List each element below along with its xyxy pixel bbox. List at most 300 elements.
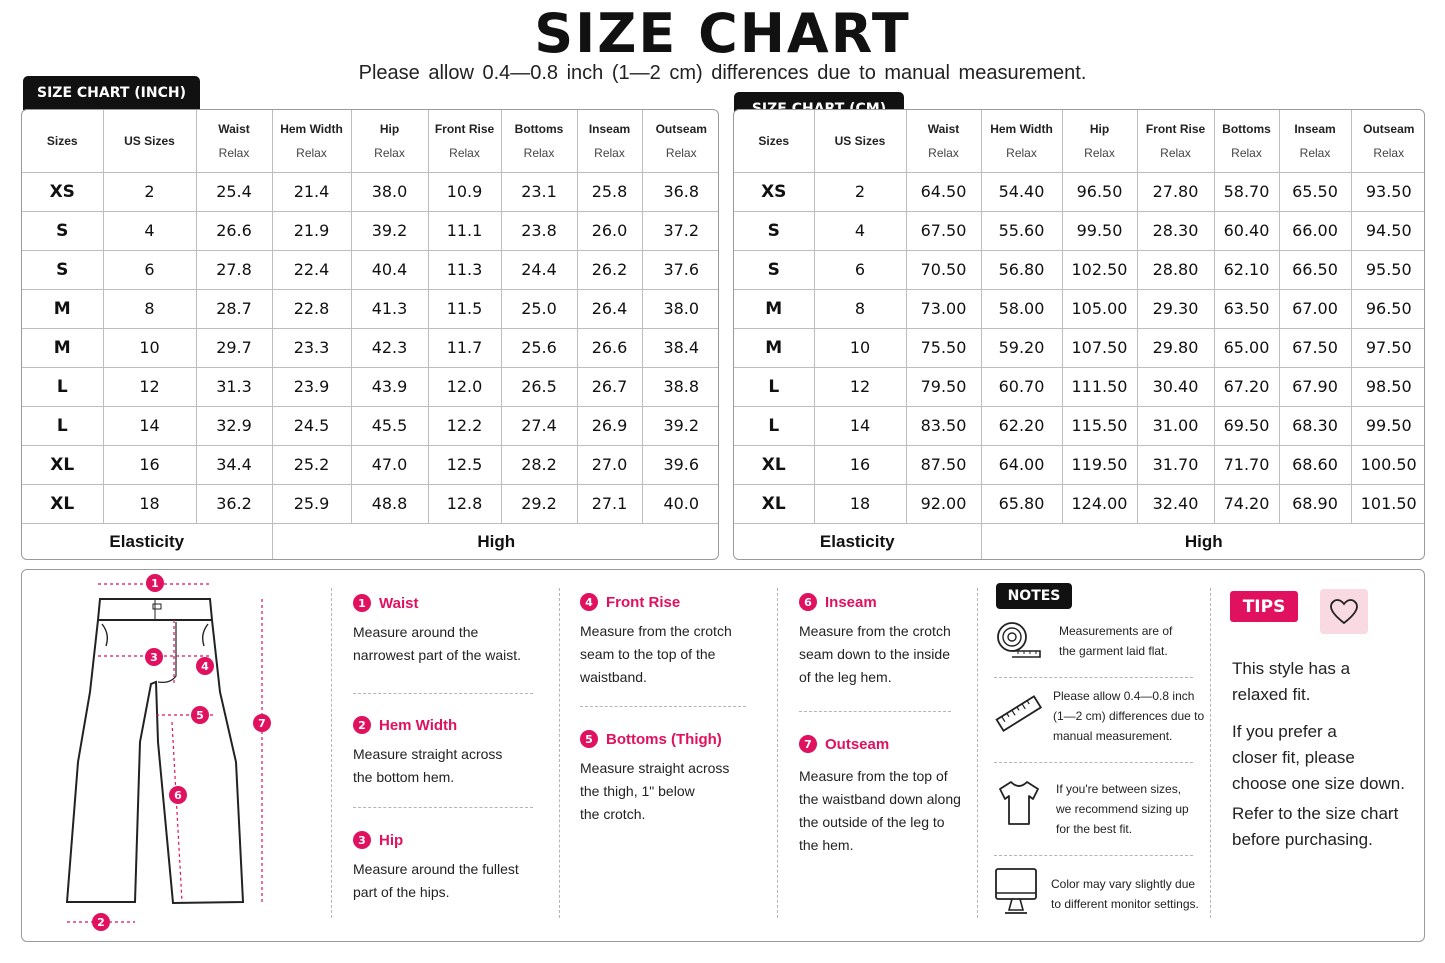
table-cell: 56.80	[981, 250, 1062, 289]
table-cell: 31.00	[1137, 406, 1214, 445]
table-cell: 47.0	[351, 445, 428, 484]
size-cell: L	[22, 367, 103, 406]
table-cell: 26.0	[577, 211, 642, 250]
heart-icon	[1329, 598, 1359, 626]
table-cell: 69.50	[1214, 406, 1279, 445]
table-cell: 21.9	[272, 211, 351, 250]
column-divider	[331, 588, 332, 918]
table-cell: 11.3	[428, 250, 501, 289]
table-cell: 4	[814, 211, 906, 250]
table-cell: 62.10	[1214, 250, 1279, 289]
measurement-description	[799, 620, 951, 689]
table-cell: 67.50	[1279, 328, 1351, 367]
measurement-title-label: Hip	[379, 831, 404, 849]
table-cell: 4	[103, 211, 196, 250]
table-cell: 25.9	[272, 484, 351, 523]
measurement-title-label: Outseam	[825, 735, 890, 753]
column-header	[1137, 110, 1214, 172]
tips-label: TIPS	[1230, 591, 1298, 622]
size-cell: XL	[22, 484, 103, 523]
table-cell: 54.40	[981, 172, 1062, 211]
table-cell: 23.8	[501, 211, 577, 250]
table-cell: 8	[103, 289, 196, 328]
size-cell: XS	[734, 172, 814, 211]
note-text-1: Measurements are of the garment laid flat.	[1059, 624, 1173, 658]
table-cell: 58.00	[981, 289, 1062, 328]
column-header-sub: Relax	[928, 145, 959, 160]
table-cell: 26.6	[196, 211, 272, 250]
table-cell: 65.00	[1214, 328, 1279, 367]
table-cell: 98.50	[1351, 367, 1425, 406]
table-cell: 24.5	[272, 406, 351, 445]
table-cell: 29.2	[501, 484, 577, 523]
elasticity-value: High	[1184, 532, 1223, 552]
column-header-label: Outseam	[1363, 121, 1415, 136]
table-cell: 16	[814, 445, 906, 484]
size-cell: M	[22, 328, 103, 367]
size-cell: L	[734, 406, 814, 445]
table-cell: 115.50	[1062, 406, 1137, 445]
table-cell: 66.50	[1279, 250, 1351, 289]
size-cell: S	[22, 250, 103, 289]
table-cell: 58.70	[1214, 172, 1279, 211]
table-cell: 22.4	[272, 250, 351, 289]
table-cell: 14	[103, 406, 196, 445]
table-cell: 27.1	[577, 484, 642, 523]
column-header-sub: Relax	[449, 145, 480, 160]
column-header-sub: Relax	[665, 145, 697, 160]
table-cell: 99.50	[1062, 211, 1137, 250]
table-cell: 39.2	[642, 406, 719, 445]
measurement-number-badge: 3	[353, 831, 371, 849]
measurement-number-badge: 2	[353, 716, 371, 734]
description-line: seam to the top of the	[580, 646, 716, 662]
column-header-label: Inseam	[1294, 121, 1336, 136]
description-line: waistband.	[580, 669, 647, 685]
table-cell: 101.50	[1351, 484, 1425, 523]
table-cell: 59.20	[981, 328, 1062, 367]
table-cell: 39.2	[351, 211, 428, 250]
column-header-sub: Relax	[1299, 145, 1331, 160]
table-row	[22, 484, 719, 523]
table-cell: 38.0	[351, 172, 428, 211]
table-cell: 83.50	[906, 406, 981, 445]
inch-chart-tab: SIZE CHART (INCH)	[23, 76, 200, 110]
table-row	[22, 406, 719, 445]
pants-outline	[67, 599, 243, 903]
column-header-sub: Relax	[218, 145, 250, 160]
column-header-label: Hem Width	[280, 121, 343, 136]
elasticity-label: Elasticity	[734, 523, 981, 560]
table-cell: 25.8	[577, 172, 642, 211]
table-cell: 95.50	[1351, 250, 1425, 289]
tape-measure-icon	[996, 619, 1042, 661]
description-line: the hem.	[799, 837, 854, 853]
cm-size-table	[733, 109, 1425, 560]
table-cell: 73.00	[906, 289, 981, 328]
table-cell: 12.2	[428, 406, 501, 445]
tips-paragraph-3: Refer to the size chart before purchasing.	[1232, 804, 1399, 849]
measurement-title	[580, 730, 722, 748]
table-cell: 27.0	[577, 445, 642, 484]
column-header-sub: Relax	[1231, 145, 1262, 160]
size-cell: S	[734, 211, 814, 250]
column-header-label: Waist	[218, 121, 250, 136]
table-cell: 93.50	[1351, 172, 1425, 211]
table-row	[734, 445, 1425, 484]
table-cell: 30.40	[1137, 367, 1214, 406]
table-cell: 10	[814, 328, 906, 367]
column-header	[814, 110, 906, 172]
table-cell: 24.4	[501, 250, 577, 289]
diagram-marker-number: 4	[201, 660, 209, 673]
table-cell: 124.00	[1062, 484, 1137, 523]
table-cell: 23.9	[272, 367, 351, 406]
table-row	[734, 484, 1425, 523]
measurement-title-label: Front Rise	[606, 593, 681, 611]
table-row	[734, 172, 1425, 211]
table-cell: 28.30	[1137, 211, 1214, 250]
table-cell: 26.6	[577, 328, 642, 367]
column-header	[642, 110, 719, 172]
table-cell: 100.50	[1351, 445, 1425, 484]
row-divider	[994, 855, 1193, 856]
table-cell: 41.3	[351, 289, 428, 328]
measurement-title-label: Hem Width	[379, 716, 458, 734]
description-line: the crotch.	[580, 806, 646, 822]
table-cell: 28.2	[501, 445, 577, 484]
table-cell: 10	[103, 328, 196, 367]
table-cell: 38.0	[642, 289, 719, 328]
table-cell: 26.9	[577, 406, 642, 445]
column-header	[734, 110, 814, 172]
table-cell: 67.20	[1214, 367, 1279, 406]
table-cell: 60.70	[981, 367, 1062, 406]
elasticity-label: Elasticity	[22, 523, 272, 560]
table-cell: 111.50	[1062, 367, 1137, 406]
column-header	[981, 110, 1062, 172]
size-cell: L	[734, 367, 814, 406]
column-header-sub: Relax	[523, 145, 555, 160]
column-header	[501, 110, 577, 172]
column-divider	[777, 588, 778, 918]
column-header-label: Front Rise	[1145, 121, 1206, 136]
table-cell: 28.7	[196, 289, 272, 328]
measurement-title-label: Inseam	[825, 593, 877, 611]
column-header	[577, 110, 642, 172]
table-row	[22, 289, 719, 328]
tips-paragraph-2: If you prefer a closer fit, please choose one size down.	[1232, 722, 1405, 793]
size-cell: M	[734, 328, 814, 367]
table-cell: 2	[103, 172, 196, 211]
table-row	[734, 250, 1425, 289]
table-cell: 12	[814, 367, 906, 406]
column-header-label: Waist	[927, 121, 960, 136]
diagram-marker-number: 5	[196, 709, 204, 722]
description-line: Measure straight across	[580, 760, 730, 776]
description-line: Measure around the fullest	[353, 861, 519, 877]
column-divider	[977, 588, 978, 918]
column-header-sub: Relax	[1160, 145, 1191, 160]
table-cell: 96.50	[1062, 172, 1137, 211]
table-cell: 67.50	[906, 211, 981, 250]
description-line: the thigh, 1" below	[580, 783, 695, 799]
tshirt-icon	[996, 779, 1042, 827]
table-cell: 21.4	[272, 172, 351, 211]
marker-dots	[92, 574, 271, 931]
ruler-icon	[994, 693, 1044, 735]
note-text-2: Please allow 0.4—0.8 inch (1—2 cm) differences due to manual measurement.	[1053, 689, 1205, 743]
table-row	[22, 328, 719, 367]
measurement-description	[580, 757, 729, 826]
column-header-label: Sizes	[46, 133, 78, 148]
table-cell: 25.4	[196, 172, 272, 211]
size-cell: S	[22, 211, 103, 250]
page-subtitle: Please allow 0.4—0.8 inch (1—2 cm) differences due to manual measurement.	[358, 62, 1087, 84]
table-cell: 22.8	[272, 289, 351, 328]
table-cell: 68.30	[1279, 406, 1351, 445]
inch-size-table	[21, 109, 719, 560]
table-cell: 29.7	[196, 328, 272, 367]
table-row	[22, 367, 719, 406]
measurement-number-badge: 7	[799, 735, 817, 753]
column-header-label: US Sizes	[124, 133, 175, 148]
column-header	[1062, 110, 1137, 172]
size-cell: XL	[734, 484, 814, 523]
size-cell: XL	[734, 445, 814, 484]
diagram-marker-number: 7	[258, 717, 266, 730]
table-cell: 36.2	[196, 484, 272, 523]
description-line: part of the hips.	[353, 884, 450, 900]
right-pocket	[203, 624, 208, 646]
description-line: Measure from the top of	[799, 768, 948, 784]
column-header	[103, 110, 196, 172]
table-cell: 12.5	[428, 445, 501, 484]
table-cell: 25.0	[501, 289, 577, 328]
column-header	[428, 110, 501, 172]
table-cell: 32.9	[196, 406, 272, 445]
measurement-description	[353, 621, 521, 667]
table-cell: 45.5	[351, 406, 428, 445]
table-cell: 43.9	[351, 367, 428, 406]
row-divider	[994, 677, 1193, 678]
measurement-title	[580, 593, 680, 611]
size-cell: XS	[22, 172, 103, 211]
table-cell: 26.5	[501, 367, 577, 406]
column-header	[1279, 110, 1351, 172]
measurement-number-badge: 1	[353, 594, 371, 612]
table-cell: 23.1	[501, 172, 577, 211]
table-cell: 63.50	[1214, 289, 1279, 328]
measurement-description	[353, 858, 519, 904]
table-cell: 14	[814, 406, 906, 445]
description-line: Measure around the	[353, 624, 479, 640]
table-cell: 16	[103, 445, 196, 484]
table-cell: 68.90	[1279, 484, 1351, 523]
description-line: the waistband down along	[799, 791, 961, 807]
table-cell: 68.60	[1279, 445, 1351, 484]
table-cell: 10.9	[428, 172, 501, 211]
column-divider	[559, 588, 560, 918]
table-cell: 96.50	[1351, 289, 1425, 328]
measurement-number-badge: 4	[580, 593, 598, 611]
size-cell: M	[22, 289, 103, 328]
row-divider	[353, 693, 533, 694]
table-cell: 70.50	[906, 250, 981, 289]
measurement-title	[353, 594, 418, 612]
table-cell: 97.50	[1351, 328, 1425, 367]
description-line: the bottom hem.	[353, 769, 455, 785]
table-row	[22, 211, 719, 250]
column-header-label: Inseam	[588, 121, 631, 136]
button	[153, 604, 161, 609]
table-cell: 40.4	[351, 250, 428, 289]
table-cell: 37.6	[642, 250, 719, 289]
table-row	[734, 289, 1425, 328]
table-cell: 39.6	[642, 445, 719, 484]
measurement-title	[799, 735, 889, 753]
row-divider	[799, 711, 951, 712]
measurement-number-badge: 5	[580, 730, 598, 748]
table-row	[734, 406, 1425, 445]
elasticity-value: High	[477, 532, 516, 552]
column-header-label: Outseam	[655, 121, 707, 136]
elasticity-row	[734, 523, 1425, 560]
description-line: Measure from the crotch	[580, 623, 732, 639]
table-cell: 28.80	[1137, 250, 1214, 289]
table-cell: 31.3	[196, 367, 272, 406]
table-header-row	[22, 110, 719, 172]
table-cell: 99.50	[1351, 406, 1425, 445]
measurement-description	[353, 743, 502, 789]
table-cell: 79.50	[906, 367, 981, 406]
column-header-label: Front Rise	[434, 121, 495, 136]
table-cell: 67.00	[1279, 289, 1351, 328]
measurement-title	[353, 831, 403, 849]
size-cell: L	[22, 406, 103, 445]
table-cell: 23.3	[272, 328, 351, 367]
table-cell: 18	[814, 484, 906, 523]
diagram-marker-number: 2	[97, 916, 105, 929]
measurement-title	[353, 716, 457, 734]
table-cell: 8	[814, 289, 906, 328]
table-cell: 60.40	[1214, 211, 1279, 250]
column-header	[22, 110, 103, 172]
column-header	[272, 110, 351, 172]
column-header	[1214, 110, 1279, 172]
table-cell: 27.8	[196, 250, 272, 289]
table-cell: 6	[814, 250, 906, 289]
column-header	[196, 110, 272, 172]
table-cell: 25.2	[272, 445, 351, 484]
row-divider	[353, 807, 533, 808]
table-cell: 64.00	[981, 445, 1062, 484]
note-text-4: Color may vary slightly due to different monitor settings.	[1051, 877, 1199, 911]
table-cell: 31.70	[1137, 445, 1214, 484]
table-row	[734, 367, 1425, 406]
left-pocket	[102, 624, 107, 646]
table-cell: 12.0	[428, 367, 501, 406]
measurement-description	[580, 620, 732, 689]
description-line: narrowest part of the waist.	[353, 647, 522, 663]
column-header	[906, 110, 981, 172]
table-header-row	[734, 110, 1425, 172]
measurement-title-label: Bottoms (Thigh)	[606, 730, 722, 748]
column-divider	[1210, 588, 1211, 918]
diagram-marker-number: 3	[150, 651, 158, 664]
table-cell: 92.00	[906, 484, 981, 523]
table-cell: 26.2	[577, 250, 642, 289]
measurement-description	[799, 765, 961, 857]
table-cell: 102.50	[1062, 250, 1137, 289]
table-cell: 87.50	[906, 445, 981, 484]
table-cell: 42.3	[351, 328, 428, 367]
table-cell: 94.50	[1351, 211, 1425, 250]
tips-paragraph-1: This style has a relaxed fit.	[1232, 659, 1351, 704]
monitor-icon	[994, 867, 1038, 917]
table-cell: 34.4	[196, 445, 272, 484]
page-title: SIZE CHART	[534, 2, 911, 65]
table-cell: 48.8	[351, 484, 428, 523]
column-header-sub: Relax	[594, 145, 625, 160]
table-cell: 38.4	[642, 328, 719, 367]
table-cell: 29.80	[1137, 328, 1214, 367]
measurement-title-label: Waist	[379, 594, 419, 612]
table-cell: 64.50	[906, 172, 981, 211]
table-cell: 37.2	[642, 211, 719, 250]
table-cell: 32.40	[1137, 484, 1214, 523]
table-cell: 75.50	[906, 328, 981, 367]
table-row	[22, 172, 719, 211]
description-line: Measure from the crotch	[799, 623, 951, 639]
table-cell: 6	[103, 250, 196, 289]
size-cell: XL	[22, 445, 103, 484]
column-header	[351, 110, 428, 172]
column-header-sub: Relax	[1006, 145, 1037, 160]
column-header-label: Bottoms	[1222, 121, 1271, 136]
table-cell: 40.0	[642, 484, 719, 523]
column-header-label: Hip	[1089, 121, 1110, 136]
description-line: Measure straight across	[353, 746, 503, 762]
table-cell: 67.90	[1279, 367, 1351, 406]
column-header-sub: Relax	[374, 145, 405, 160]
description-line: the outside of the leg to	[799, 814, 945, 830]
column-header-label: Hem Width	[990, 121, 1053, 136]
row-divider	[580, 706, 746, 707]
description-line: of the leg hem.	[799, 669, 892, 685]
table-cell: 2	[814, 172, 906, 211]
size-cell: S	[734, 250, 814, 289]
column-header-label: Hip	[379, 121, 400, 136]
measurement-number-badge: 6	[799, 593, 817, 611]
table-cell: 18	[103, 484, 196, 523]
measurement-title	[799, 593, 877, 611]
note-text-3: If you're between sizes, we recommend sizing up for the best fit.	[1056, 782, 1189, 836]
pants-diagram	[40, 572, 290, 938]
table-cell: 62.20	[981, 406, 1062, 445]
heart-badge	[1320, 589, 1368, 634]
table-cell: 74.20	[1214, 484, 1279, 523]
table-cell: 65.50	[1279, 172, 1351, 211]
notes-label: NOTES	[996, 583, 1072, 609]
diagram-marker-number: 6	[174, 789, 182, 802]
column-header	[1351, 110, 1425, 172]
table-cell: 66.00	[1279, 211, 1351, 250]
row-divider	[994, 762, 1193, 763]
column-header-label: Bottoms	[514, 121, 564, 136]
table-cell: 36.8	[642, 172, 719, 211]
table-cell: 12	[103, 367, 196, 406]
